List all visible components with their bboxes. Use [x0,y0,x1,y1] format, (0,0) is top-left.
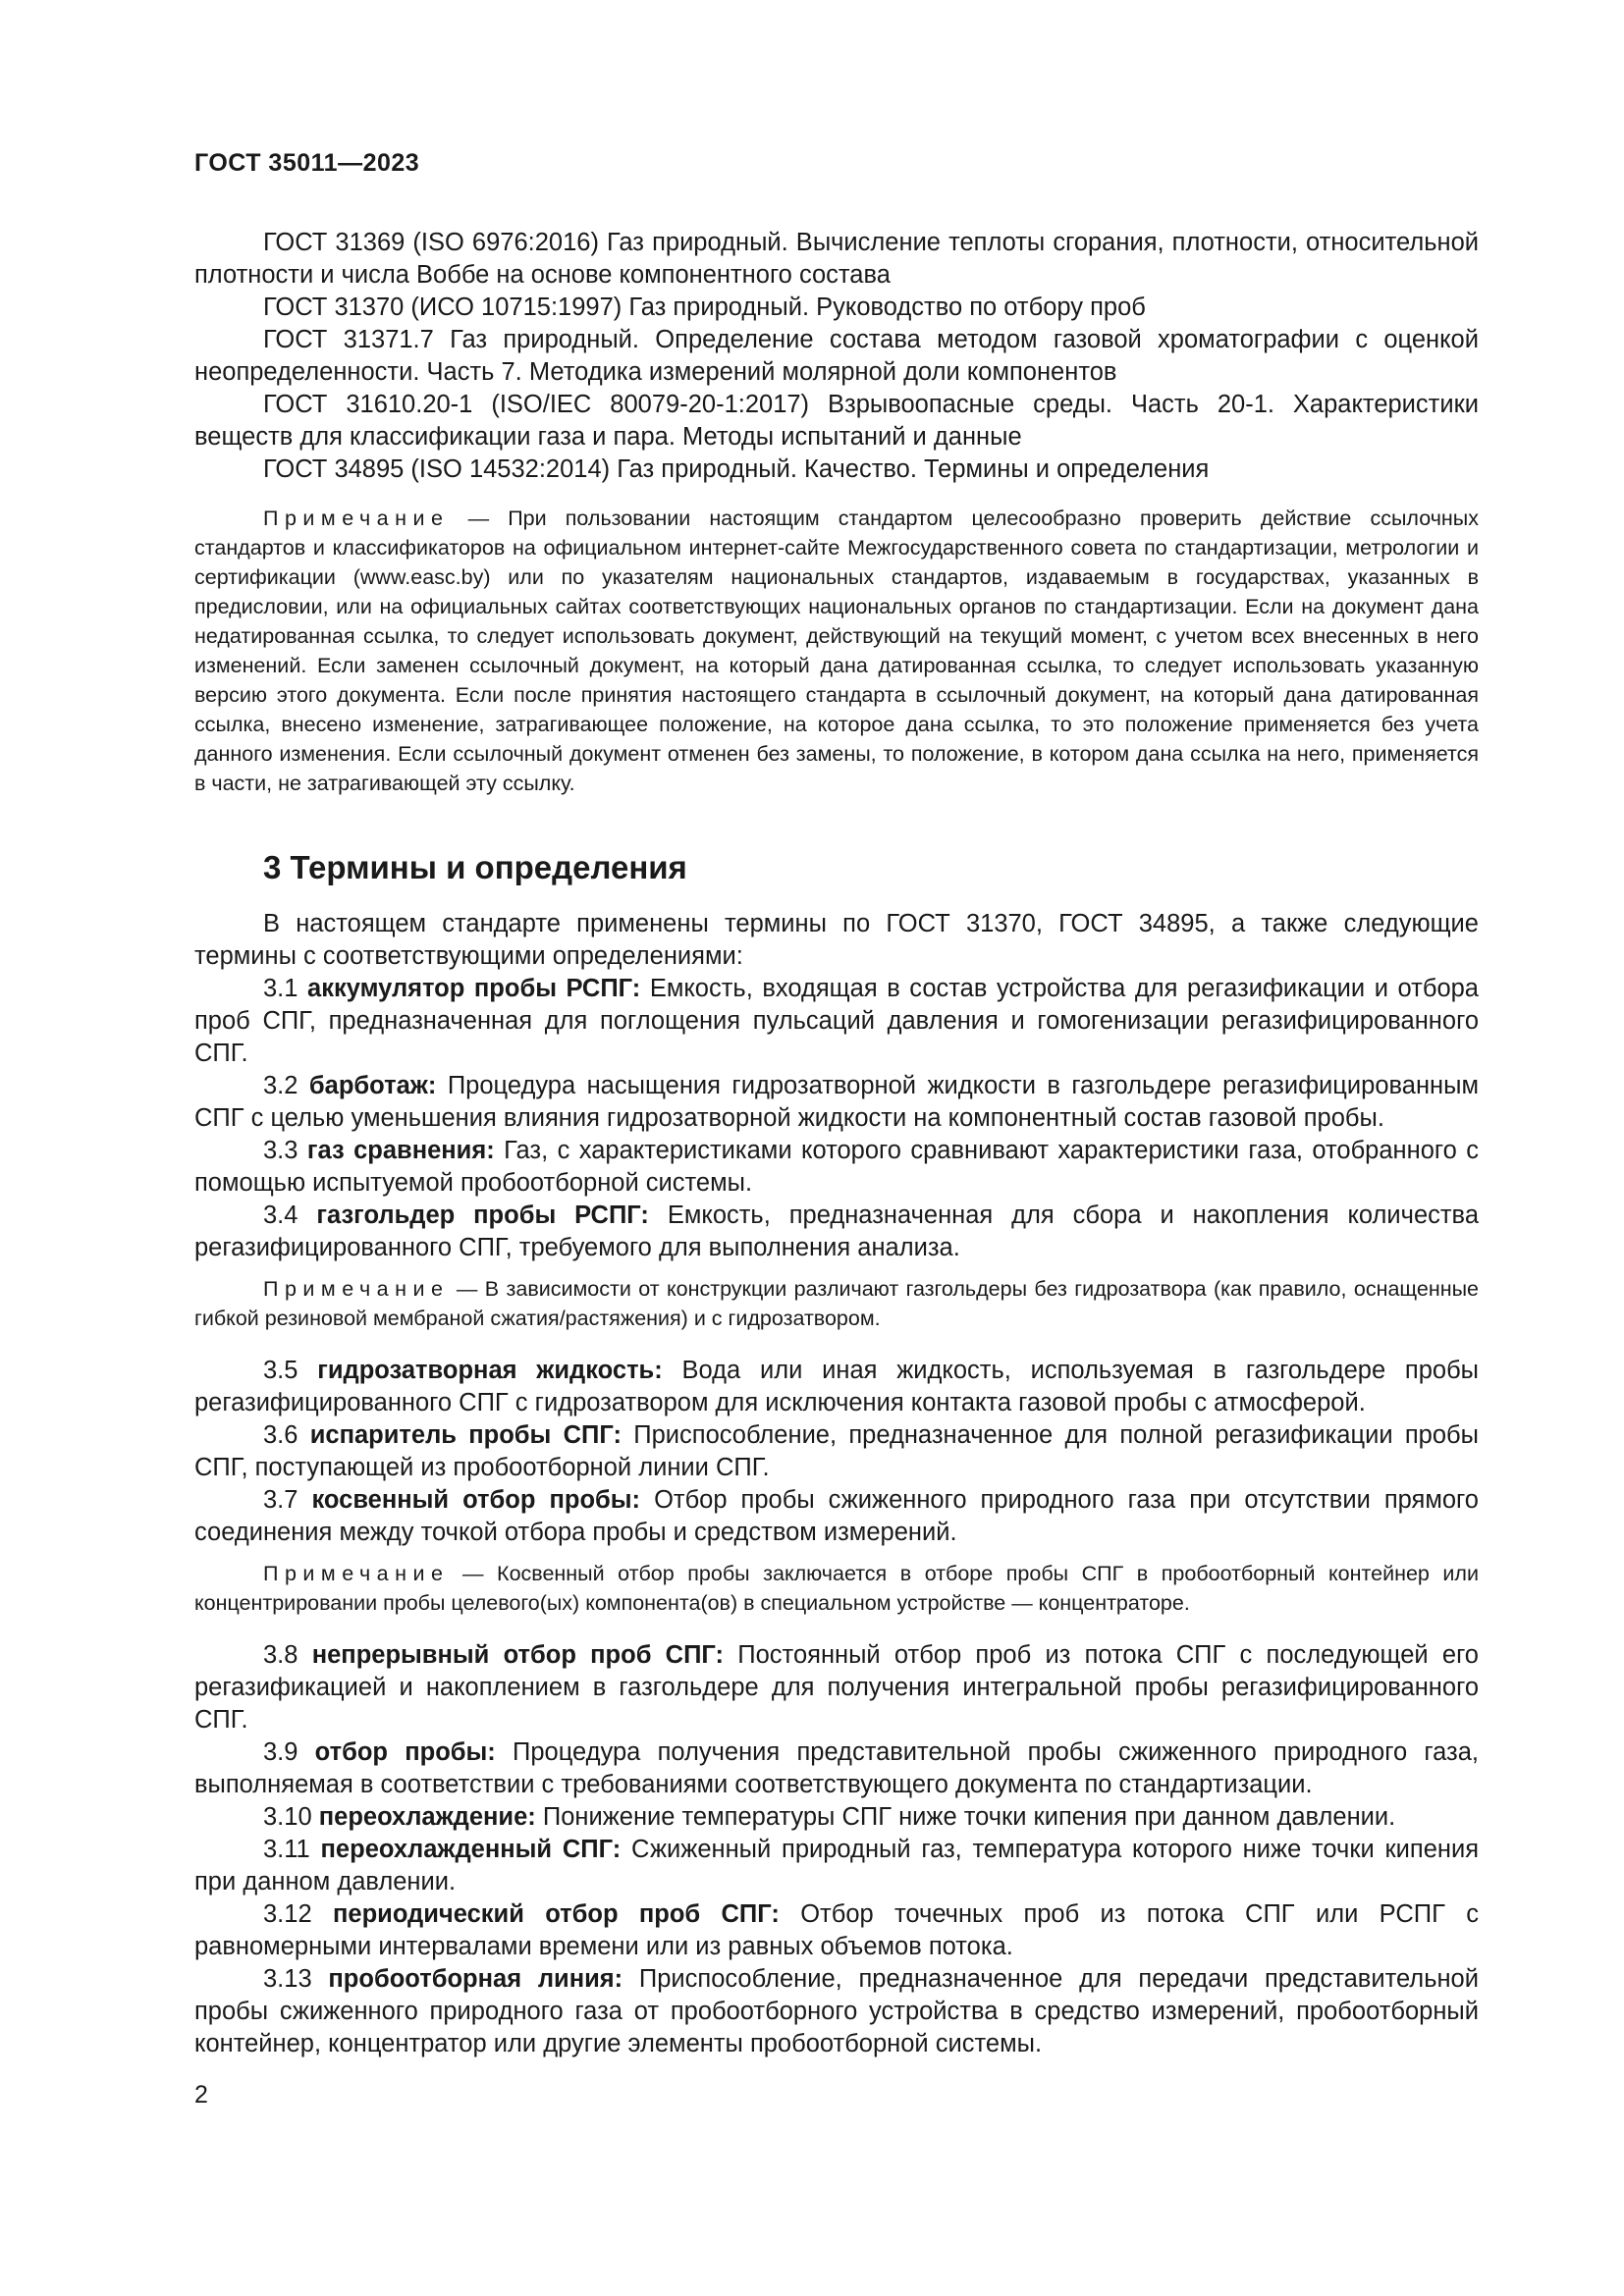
term-item: 3.7 косвенный отбор пробы: Отбор пробы сжиженного природного газа при отсутствии прямого соединения между точкой отбора пробы и средством измерений. [194,1486,1479,1546]
term-item: 3.12 периодический отбор проб СПГ: Отбор точечных проб из потока СПГ или РСПГ с равномерными интервалами времени или из равных объемов потока. [194,1900,1480,1960]
references-list [194,227,1479,486]
note-text: — Косвенный отбор пробы заключается в отборе пробы СПГ в пробоотборный контейнер или концентрировании пробы целевого(ых) компонента(ов) в специальном устройстве — концентраторе. [194,1562,1479,1615]
term-item: 3.4 газгольдер пробы РСПГ: Емкость, предназначенная для сбора и накопления количества регазифицированного СПГ, требуемого для выполнения анализа. [194,1201,1479,1261]
note-label: Примечание [263,1562,450,1585]
terms-list-c [194,1639,1479,2060]
note-indirect-sampling [194,1559,1479,1618]
note-references [194,504,1479,798]
document-header: ГОСТ 35011—2023 [194,149,420,177]
term-item: 3.9 отбор пробы: Процедура получения представительной пробы сжиженного природного газа, выполняемая в соответствии с требованиями соответствующего документа по стандартизации. [194,1738,1479,1798]
term-item: 3.11 переохлажденный СПГ: Сжиженный природный газ, температура которого ниже точки кипения при данном давлении. [194,1836,1480,1896]
term-item: 3.13 пробоотборная линия: Приспособление, предназначенное для передачи представительной пробы сжиженного природного газа от пробоотборного устройства в средство измерений, пробоотборный контейнер, концентратор или другие элементы пробоотборной системы. [194,1965,1479,2057]
term-item: 3.3 газ сравнения: Газ, с характеристиками которого сравнивают характеристики газа, отобранного с помощью испытуемой пробоотборной системы. [194,1137,1479,1197]
term-item: 3.8 непрерывный отбор проб СПГ: Постоянный отбор проб из потока СПГ с последующей его регазификацией и накоплением в газгольдере для получения интегральной пробы регазифицированного СПГ. [194,1641,1479,1734]
term-item: 3.1 аккумулятор пробы РСПГ: Емкость, входящая в состав устройства для регазификации и отбора проб СПГ, предназначенная для поглощения пульсаций давления и гомогенизации регазифицированного СПГ. [194,975,1479,1067]
reference-item: ГОСТ 31369 (ISO 6976:2016) Газ природный. Вычисление теплоты сгорания, плотности, относительной плотности и числа Воббе на основе компонентного состава [194,229,1479,289]
section-title: 3 Термины и определения [263,849,687,885]
term-item: 3.5 гидрозатворная жидкость: Вода или иная жидкость, используемая в газгольдере пробы регазифицированного СПГ с гидрозатвором для исключения контакта газовой пробы с атмосферой. [194,1357,1480,1416]
note-text: — При пользовании настоящим стандартом целесообразно проверить действие ссылочных стандартов и классификаторов на официальном интернет-сайте Межгосударственного совета по стандартизации, метрологии и сертификации (www.easc.by) или по указателям национальных стандартов, издаваемым в государствах, указанных в предисловии, или на официальных сайтах соответствующих национальных органов по стандартизации. Если на документ дана недатированная ссылка, то следует использовать документ, действующий на текущий момент, с учетом всех внесенных в него изменений. Если заменен ссылочный документ, на который дана датированная ссылка, то следует использовать указанную версию этого документа. Если после принятия настоящего стандарта в ссылочный документ, на который дана датированная ссылка, внесено изменение, затрагивающее положение, на которое дана ссылка, то это положение применяется без учета данного изменения. Если ссылочный документ отменен без замены, то положение, в котором дана ссылка на него, применяется в части, не затрагивающей эту ссылку. [194,507,1479,795]
note-text: — В зависимости от конструкции различают газгольдеры без гидрозатвора (как правило, оснащенные гибкой резиновой мембраной сжатия/растяжения) и с гидрозатвором. [194,1277,1479,1330]
reference-item: ГОСТ 34895 (ISO 14532:2014) Газ природный. Качество. Термины и определения [263,455,1210,483]
term-item: 3.6 испаритель пробы СПГ: Приспособление, предназначенное для полной регазификации пробы СПГ, поступающей из пробоотборной линии СПГ. [194,1421,1479,1481]
reference-item: ГОСТ 31610.20-1 (ISO/IEC 80079-20-1:2017) Взрывоопасные среды. Часть 20-1. Характеристики веществ для классификации газа и пара. Методы испытаний и данные [194,391,1479,451]
note-label: Примечание [263,1277,450,1301]
note-label: Примечание [263,507,450,530]
section-intro: В настоящем стандарте применены термины по ГОСТ 31370, ГОСТ 34895, а также следующие термины с соответствующими определениями: [194,910,1479,970]
note-gasholder [194,1274,1479,1333]
term-item: 3.10 переохлаждение: Понижение температуры СПГ ниже точки кипения при данном давлении. [263,1803,1396,1831]
reference-item: ГОСТ 31371.7 Газ природный. Определение состава методом газовой хроматографии с оценкой неопределенности. Часть 7. Методика измерений молярной доли компонентов [194,326,1479,386]
term-item: 3.2 барботаж: Процедура насыщения гидрозатворной жидкости в газгольдере регазифицированным СПГ с целью уменьшения влияния гидрозатворной жидкости на компонентный состав газовой пробы. [194,1072,1479,1132]
terms-list-a [194,973,1479,1264]
reference-item: ГОСТ 31370 (ИСО 10715:1997) Газ природный. Руководство по отбору проб [263,294,1146,321]
terms-list-b [194,1355,1479,1549]
page-number: 2 [194,2081,208,2109]
